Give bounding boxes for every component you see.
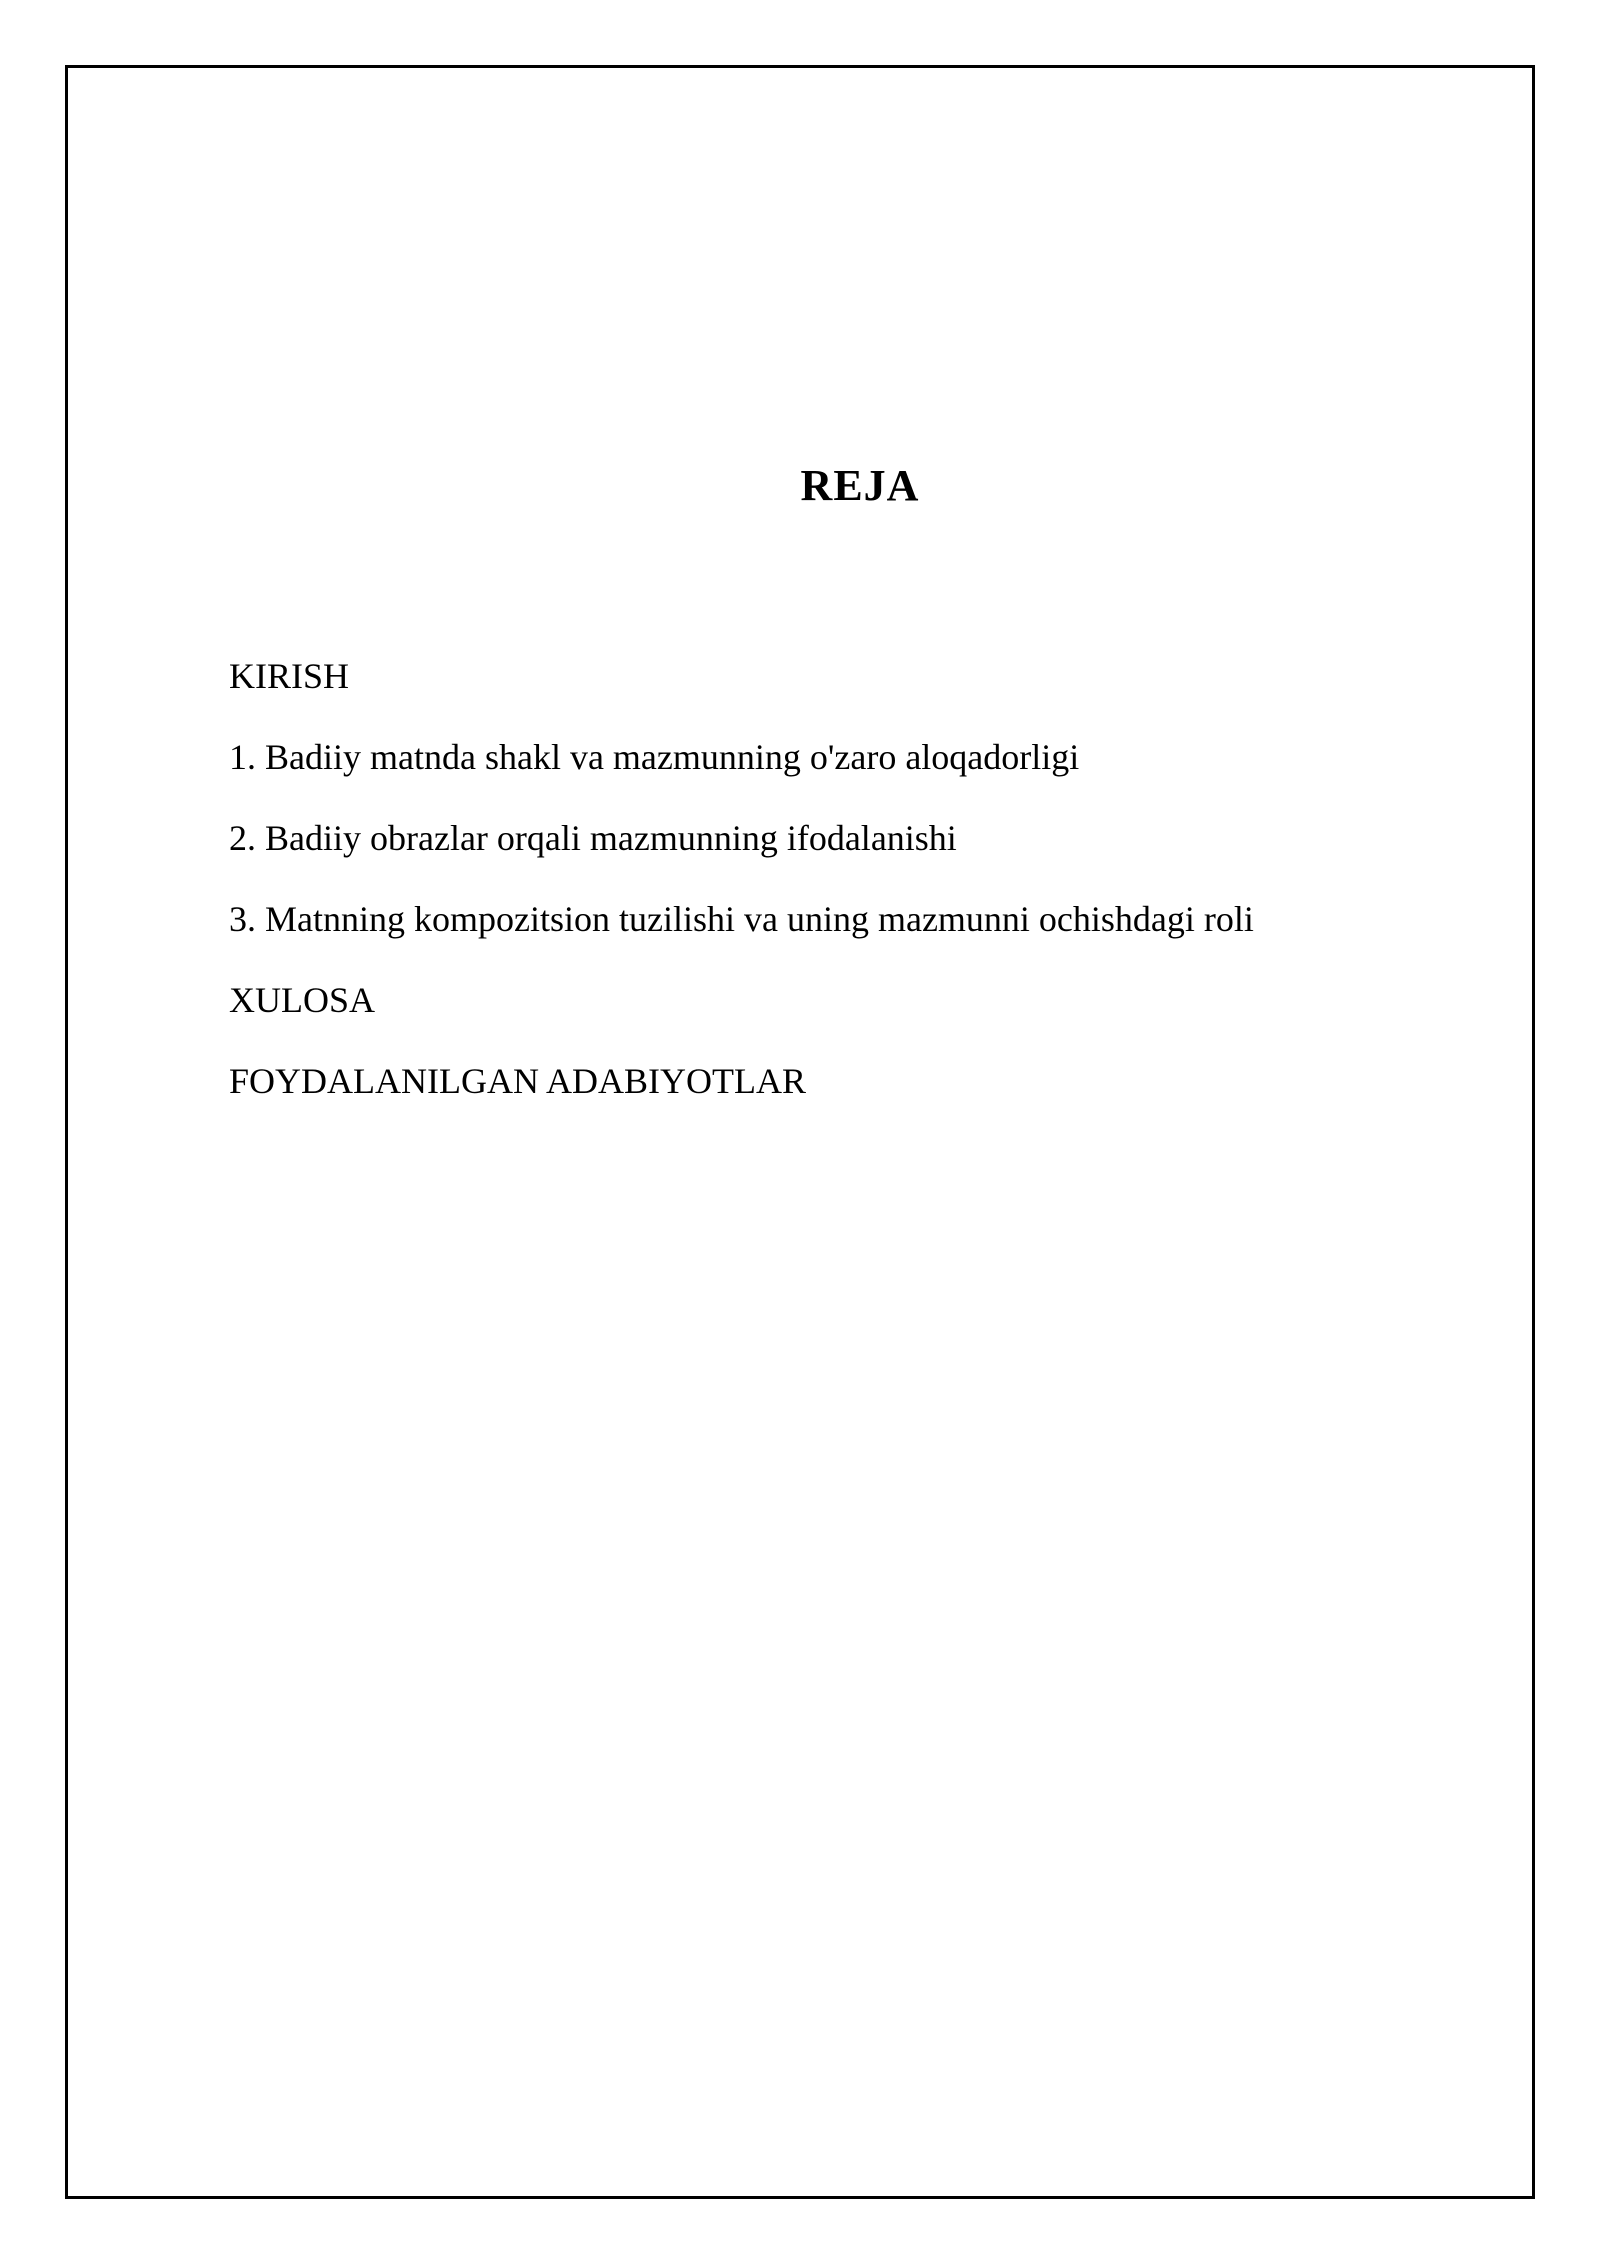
- table-of-contents: [229, 636, 1254, 1122]
- page-title: REJA: [800, 461, 920, 510]
- toc-item-references: FOYDALANILGAN ADABIYOTLAR: [229, 1061, 806, 1101]
- page-border: [65, 65, 1535, 2199]
- toc-item-3: 3. Matnning kompozitsion tuzilishi va uning mazmunni ochishdagi roli: [229, 899, 1254, 939]
- toc-item-conclusion: XULOSA: [229, 980, 376, 1020]
- toc-item-2: 2. Badiiy obrazlar orqali mazmunning ifodalanishi: [229, 818, 957, 858]
- toc-item-introduction: KIRISH: [229, 656, 350, 696]
- toc-item-1: 1. Badiiy matnda shakl va mazmunning o'zaro aloqadorligi: [229, 737, 1080, 777]
